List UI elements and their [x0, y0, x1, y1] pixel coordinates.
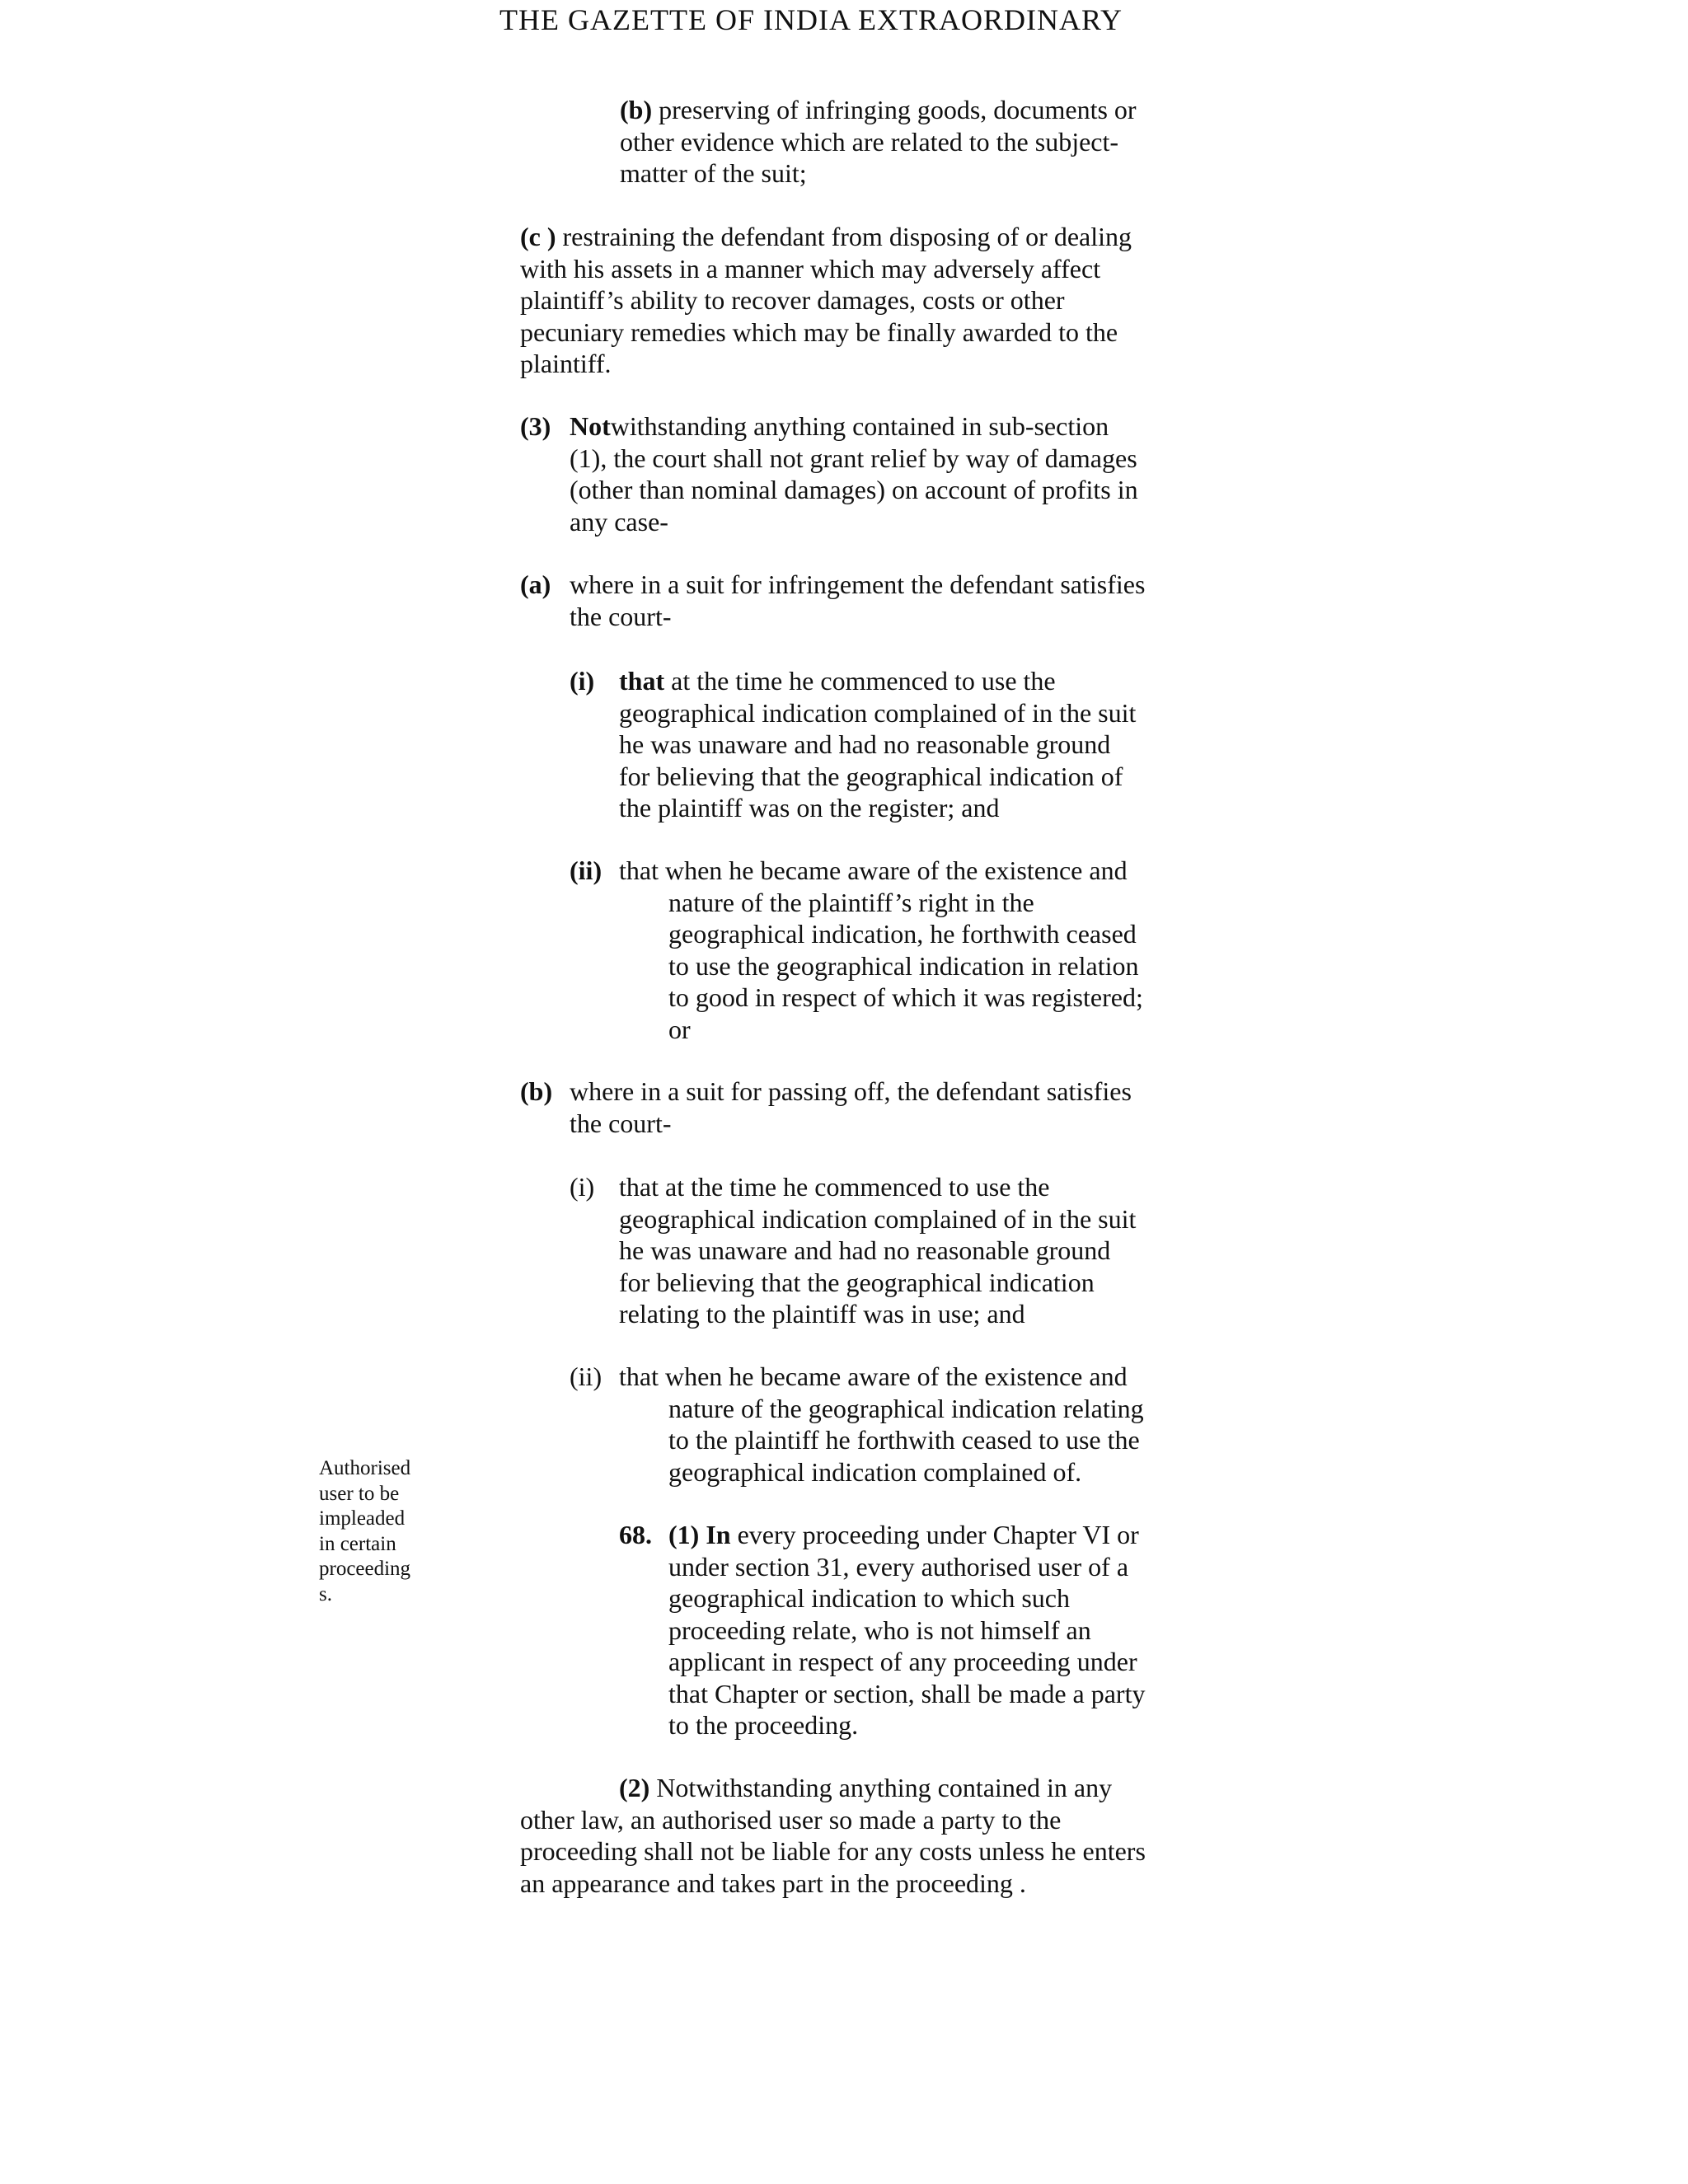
running-header-text: THE GAZETTE OF INDIA EXTRAORDINARY	[499, 3, 1123, 36]
item-line: that at the time he commenced to use the	[619, 1172, 1050, 1202]
section-line: other law, an authorised user so made a party to the	[520, 1804, 1062, 1835]
item-line: relating to the plaintiff was in use; and	[619, 1299, 1025, 1329]
clause-line: where in a suit for infringement the defendant satisfies	[570, 569, 1146, 599]
running-header	[0, 3, 1688, 54]
clause-line: where in a suit for passing off, the defendant satisfies	[570, 1076, 1132, 1106]
item-line: geographical indication, he forthwith ceased	[668, 919, 1137, 949]
section-line: proceeding relate, who is not himself an	[668, 1615, 1091, 1645]
item-line: to use the geographical indication in relation	[668, 950, 1139, 981]
item-line: that when he became aware of the existence and	[619, 855, 1128, 885]
subsection-line: any case-	[570, 506, 668, 537]
item-line: for believing that the geographical indication	[619, 1267, 1095, 1297]
item-line: the plaintiff was on the register; and	[619, 793, 1000, 823]
item-line: to the plaintiff he forthwith ceased to use the	[668, 1425, 1140, 1455]
section-line: Notwithstanding anything contained in any	[649, 1773, 1113, 1802]
clause-label: (a)	[520, 569, 551, 599]
item-line: that when he became aware of the existence and	[619, 1361, 1128, 1391]
item-line: geographical indication complained of in the suit	[619, 1203, 1137, 1234]
section-line: proceeding shall not be liable for any costs unless he enters	[520, 1836, 1146, 1866]
item-line: geographical indication complained of in the suit	[619, 697, 1137, 728]
item-line: nature of the geographical indication relating	[668, 1393, 1144, 1423]
subsection-line: (1), the court shall not grant relief by way of damages	[570, 443, 1137, 473]
section-line: every proceeding under Chapter VI or	[730, 1520, 1139, 1549]
section-line: an appearance and takes part in the proceeding .	[520, 1868, 1026, 1898]
clause-label: (b)	[520, 1076, 553, 1106]
clause-line: restraining the defendant from disposing of or dealing	[556, 222, 1132, 251]
item-label: (i)	[570, 666, 595, 696]
item-line: to good in respect of which it was registered;	[668, 982, 1143, 1012]
section-line: geographical indication to which such	[668, 1583, 1070, 1613]
clause-line: matter of the suit;	[620, 158, 807, 188]
section-line: that Chapter or section, shall be made a party	[668, 1678, 1146, 1708]
subsection-label: (3)	[520, 411, 551, 441]
subsection-lead: (1) In	[668, 1520, 731, 1549]
item-lead: that	[619, 666, 665, 696]
clause-line: preserving of infringing goods, documents or	[652, 95, 1137, 124]
clause-line: pecuniary remedies which may be finally awarded to the	[520, 316, 1118, 347]
marginal-note: Authorised user to be impleaded in certain proceeding s.	[319, 1457, 411, 1605]
clause-line: plaintiff’s ability to recover damages, costs or other	[520, 285, 1065, 315]
item-line: he was unaware and had no reasonable ground	[619, 1235, 1111, 1265]
clause-line: other evidence which are related to the subject-	[620, 126, 1119, 157]
section-line: under section 31, every authorised user of a	[668, 1551, 1129, 1582]
clause-label: (c )	[520, 222, 556, 251]
subsection-label: (2)	[619, 1773, 650, 1802]
item-label: (ii)	[570, 1361, 603, 1391]
clause-line: the court-	[570, 1108, 672, 1138]
section-number: 68.	[619, 1520, 652, 1549]
section-line: applicant in respect of any proceeding under	[668, 1647, 1137, 1676]
subsection-line: (other than nominal damages) on account of profits in	[570, 475, 1138, 504]
item-line: for believing that the geographical indication of	[619, 761, 1123, 791]
item-line: nature of the plaintiff’s right in the	[668, 887, 1034, 917]
item-line: geographical indication complained of.	[668, 1456, 1082, 1487]
item-line: or	[668, 1014, 691, 1044]
subsection-lead: Not	[570, 411, 611, 441]
clause-line: with his assets in a manner which may adversely affect	[520, 253, 1101, 284]
item-line: he was unaware and had no reasonable ground	[619, 729, 1111, 759]
clause-line: plaintiff.	[520, 349, 612, 378]
item-label: (ii)	[570, 855, 603, 885]
subsection-line: withstanding anything contained in sub-section	[610, 411, 1109, 441]
clause-line: the court-	[570, 601, 672, 631]
clause-label: (b)	[620, 95, 653, 124]
item-line: at the time he commenced to use the	[664, 666, 1056, 696]
section-line: to the proceeding.	[668, 1710, 859, 1740]
item-label: (i)	[570, 1172, 595, 1202]
